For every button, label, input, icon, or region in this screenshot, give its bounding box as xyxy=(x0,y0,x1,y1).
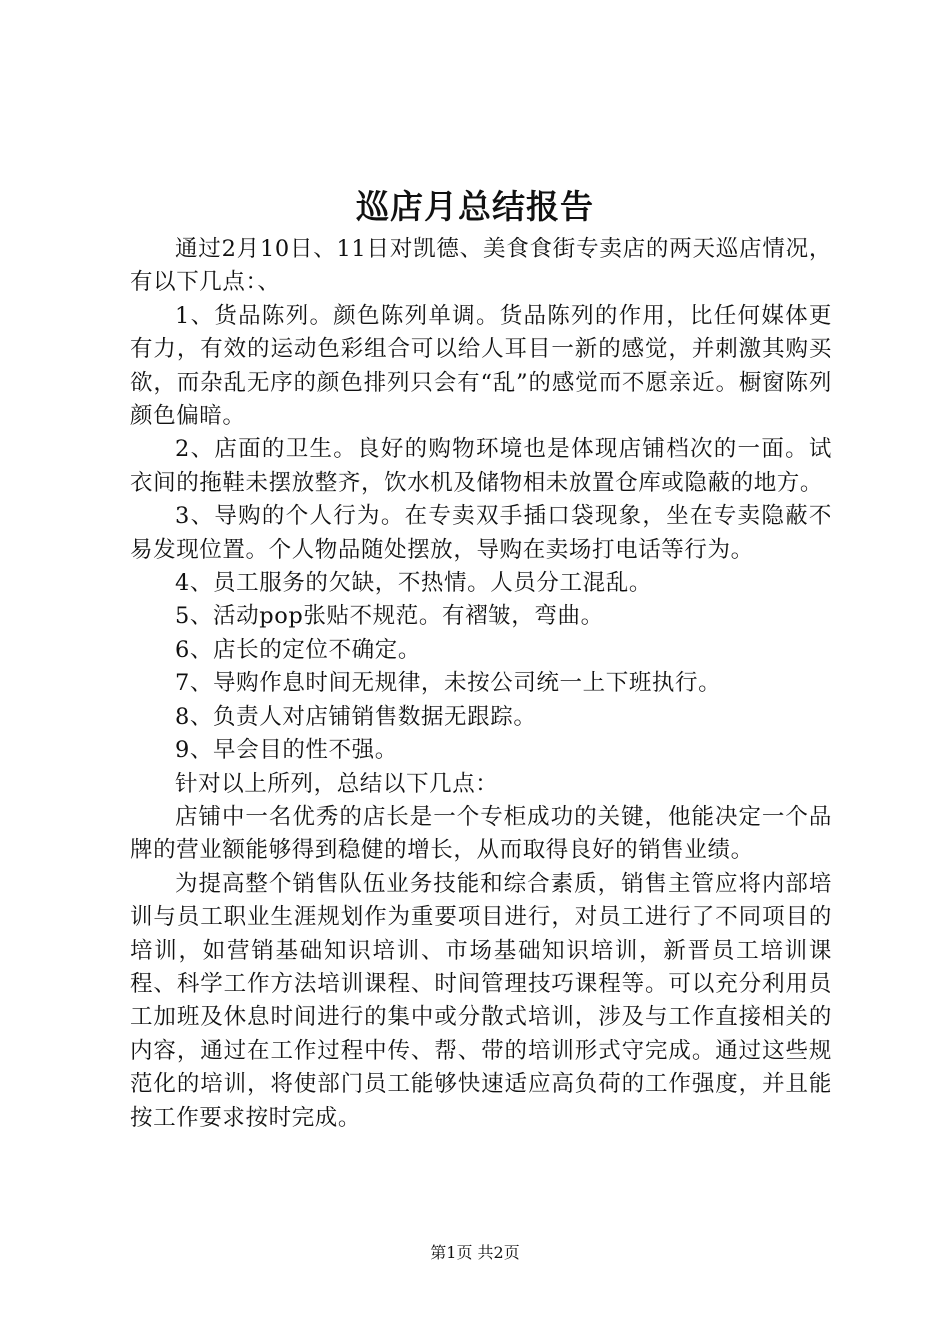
paragraph-intro: 通过2月10日、11日对凯德、美食食街专卖店的两天巡店情况，有以下几点：、 xyxy=(130,236,832,296)
paragraph-item-5: 5、活动pop张贴不规范。有褶皱，弯曲。 xyxy=(175,603,604,630)
paragraph-item-7: 7、导购作息时间无规律，未按公司统一上下班执行。 xyxy=(175,670,722,697)
paragraph-item-1: 1、货品陈列。颜色陈列单调。货品陈列的作用，比任何媒体更有力，有效的运动色彩组合可以给人耳目一新的感觉，并刺激其购买欲，而杂乱无序的颜色排列只会有“乱”的感觉而不愿亲近。橱窗陈列颜色偏暗。 xyxy=(130,302,832,430)
paragraph-summary-intro: 针对以上所列，总结以下几点： xyxy=(175,770,499,797)
paragraph-store-manager: 店铺中一名优秀的店长是一个专柜成功的关键，他能决定一个品牌的营业额能够得到稳健的增长，从而取得良好的销售业绩。 xyxy=(130,803,832,864)
paragraph-item-3: 3、导购的个人行为。在专卖双手插口袋现象，坐在专卖隐蔽不易发现位置。个人物品随处摆放，导购在卖场打电话等行为。 xyxy=(130,503,832,563)
document-body xyxy=(130,233,832,1135)
paragraph-item-2: 2、店面的卫生。良好的购物环境也是体现店铺档次的一面。试衣间的拖鞋未摆放整齐，饮水机及储物相未放置仓库或隐蔽的地方。 xyxy=(130,436,832,496)
document-title: 巡店月总结报告 xyxy=(356,187,594,226)
page-footer: 第1页 共2页 xyxy=(430,1243,520,1262)
paragraph-item-8: 8、负责人对店铺销售数据无跟踪。 xyxy=(175,703,537,730)
paragraph-item-9: 9、早会目的性不强。 xyxy=(175,737,398,764)
paragraph-item-4: 4、员工服务的欠缺，不热情。人员分工混乱。 xyxy=(175,570,652,597)
paragraph-item-6: 6、店长的定位不确定。 xyxy=(175,636,421,663)
paragraph-training: 为提高整个销售队伍业务技能和综合素质，销售主管应将内部培训与员工职业生涯规划作为重要项目进行，对员工进行了不同项目的培训，如营销基础知识培训、市场基础知识培训，新晋员工培训课程、科学工作方法培训课程、时间管理技巧课程等。可以充分利用员工加班及休息时间进行的集中或分散式培训，涉及与工作直接相关的内容，通过在工作过程中传、帮、带的培训形式守完成。通过这些规范化的培训，将使部门员工能够快速适应高负荷的工作强度，并且能按工作要求按时完成。 xyxy=(130,870,832,1131)
